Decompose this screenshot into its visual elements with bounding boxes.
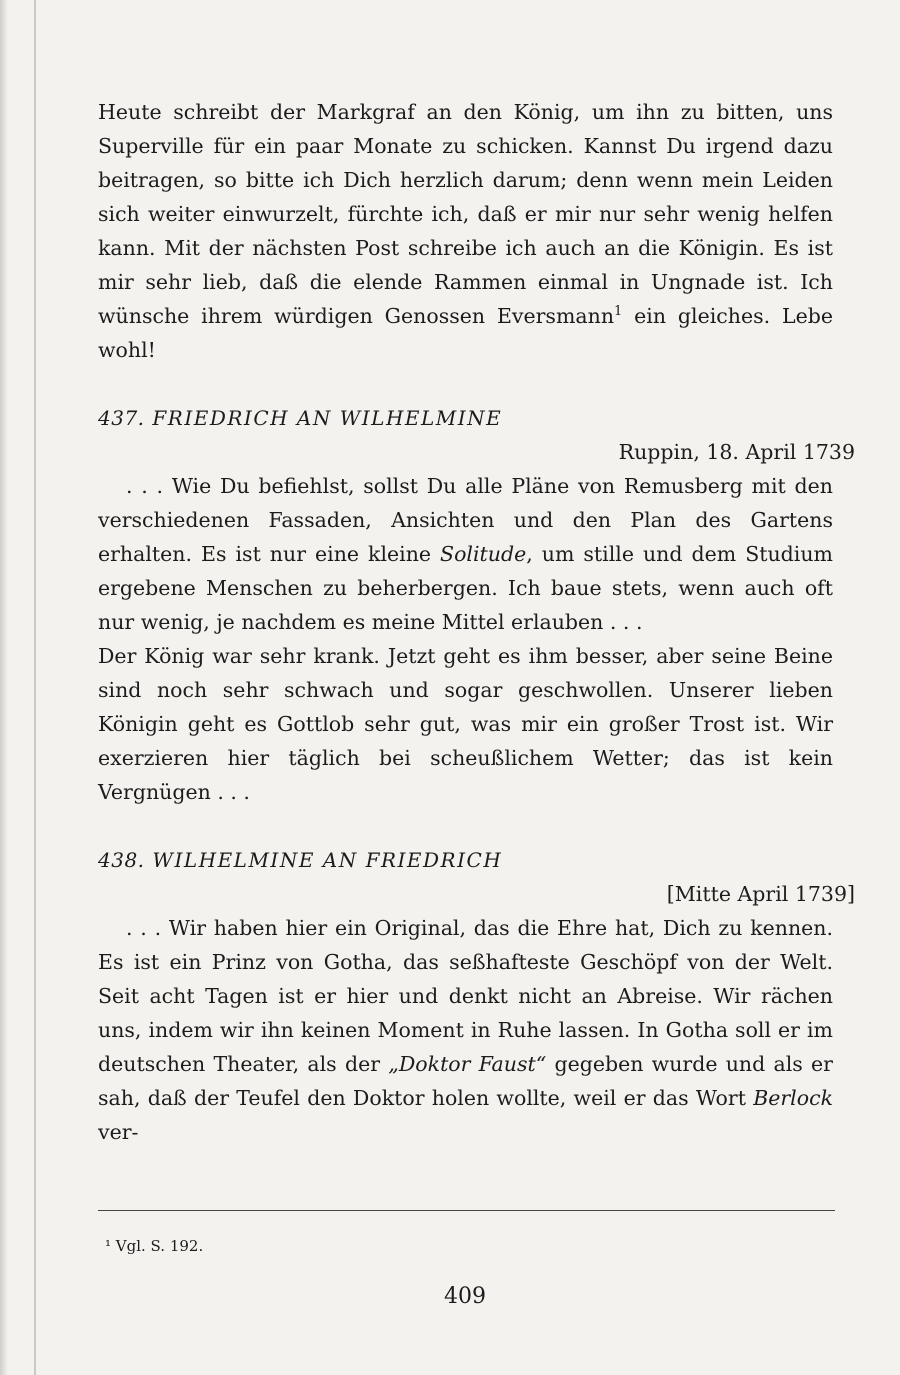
- letter-437-number: 437.: [98, 406, 145, 430]
- letter-438-p1-text-mid: gegeben wurde und als er sah, daß der Teufel den Doktor holen wollte, weil er das Wort: [98, 1052, 833, 1110]
- page-edge-shadow: [0, 0, 8, 1375]
- page-gutter-line: [34, 0, 36, 1375]
- letter-437-p1-text: . . . Wie Du befiehlst, sollst Du alle Pläne von Remusberg mit den verschiedenen Fassaden, Ansichten und den Plan des Gartens erhalten. Es ist nur eine kleine: [98, 474, 833, 566]
- letter-438-p1-text-end: ver-: [98, 1120, 139, 1144]
- letter-438-paragraph-1: [98, 911, 833, 1149]
- page-body: [98, 95, 855, 1149]
- letter-437-title: FRIEDRICH AN WILHELMINE: [152, 406, 503, 430]
- footnote-divider: [98, 1210, 835, 1211]
- footnote: ¹ Vgl. S. 192.: [105, 1237, 204, 1255]
- letter-438-dateline: [Mitte April 1739]: [666, 882, 855, 906]
- letter-437-heading: [98, 401, 833, 435]
- intro-paragraph: [98, 95, 833, 367]
- letter-438-p1-emphasis-faust: „Doktor Faust“: [388, 1052, 547, 1076]
- letter-437-paragraph-1: [98, 469, 833, 639]
- footnote-marker: 1: [614, 304, 623, 320]
- intro-text-end: ein gleiches. Lebe wohl!: [98, 304, 833, 362]
- letter-438-heading: [98, 843, 833, 877]
- letter-437-p1-emphasis: Solitude: [440, 542, 527, 566]
- intro-text: Heute schreibt der Markgraf an den König, um ihn zu bitten, uns Superville für ein paar Monate zu schicken. Kannst Du irgend dazu beitragen, so bitte ich Dich herzlich darum; denn wenn mein Leiden sich weiter einwurzelt, fürchte ich, daß er mir nur sehr wenig helfen kann. Mit der nächsten Post schreibe ich auch an die Königin. Es ist mir sehr lieb, daß die elende Rammen einmal in Ungnade ist. Ich wünsche ihrem würdigen Genossen Eversmann: [98, 100, 833, 328]
- letter-437-p1-text-end: , um stille und dem Studium ergebene Menschen zu beherbergen. Ich baue stets, wenn auch oft nur wenig, je nachdem es meine Mittel erlauben . . .: [98, 542, 833, 634]
- letter-437-dateline: Ruppin, 18. April 1739: [618, 440, 855, 464]
- letter-437-paragraph-2: Der König war sehr krank. Jetzt geht es ihm besser, aber seine Beine sind noch sehr schwach und sogar geschwollen. Unserer lieben Königin geht es Gottlob sehr gut, was mir ein großer Trost ist. Wir exerzieren hier täglich bei scheußlichem Wetter; das ist kein Vergnügen . . .: [98, 644, 833, 804]
- letter-438-title: WILHELMINE AN FRIEDRICH: [152, 848, 503, 872]
- letter-438-p1-text: . . . Wir haben hier ein Original, das die Ehre hat, Dich zu kennen. Es ist ein Prinz von Gotha, das seßhafteste Geschöpf von der Welt. Seit acht Tagen ist er hier und denkt nicht an Abreise. Wir rächen uns, indem wir ihn keinen Moment in Ruhe lassen. In Gotha soll er im deutschen Theater, als der: [98, 916, 833, 1076]
- page-number: 409: [444, 1284, 486, 1309]
- letter-438-p1-emphasis-berlock: Berlock: [753, 1086, 833, 1110]
- letter-438-number: 438.: [98, 848, 145, 872]
